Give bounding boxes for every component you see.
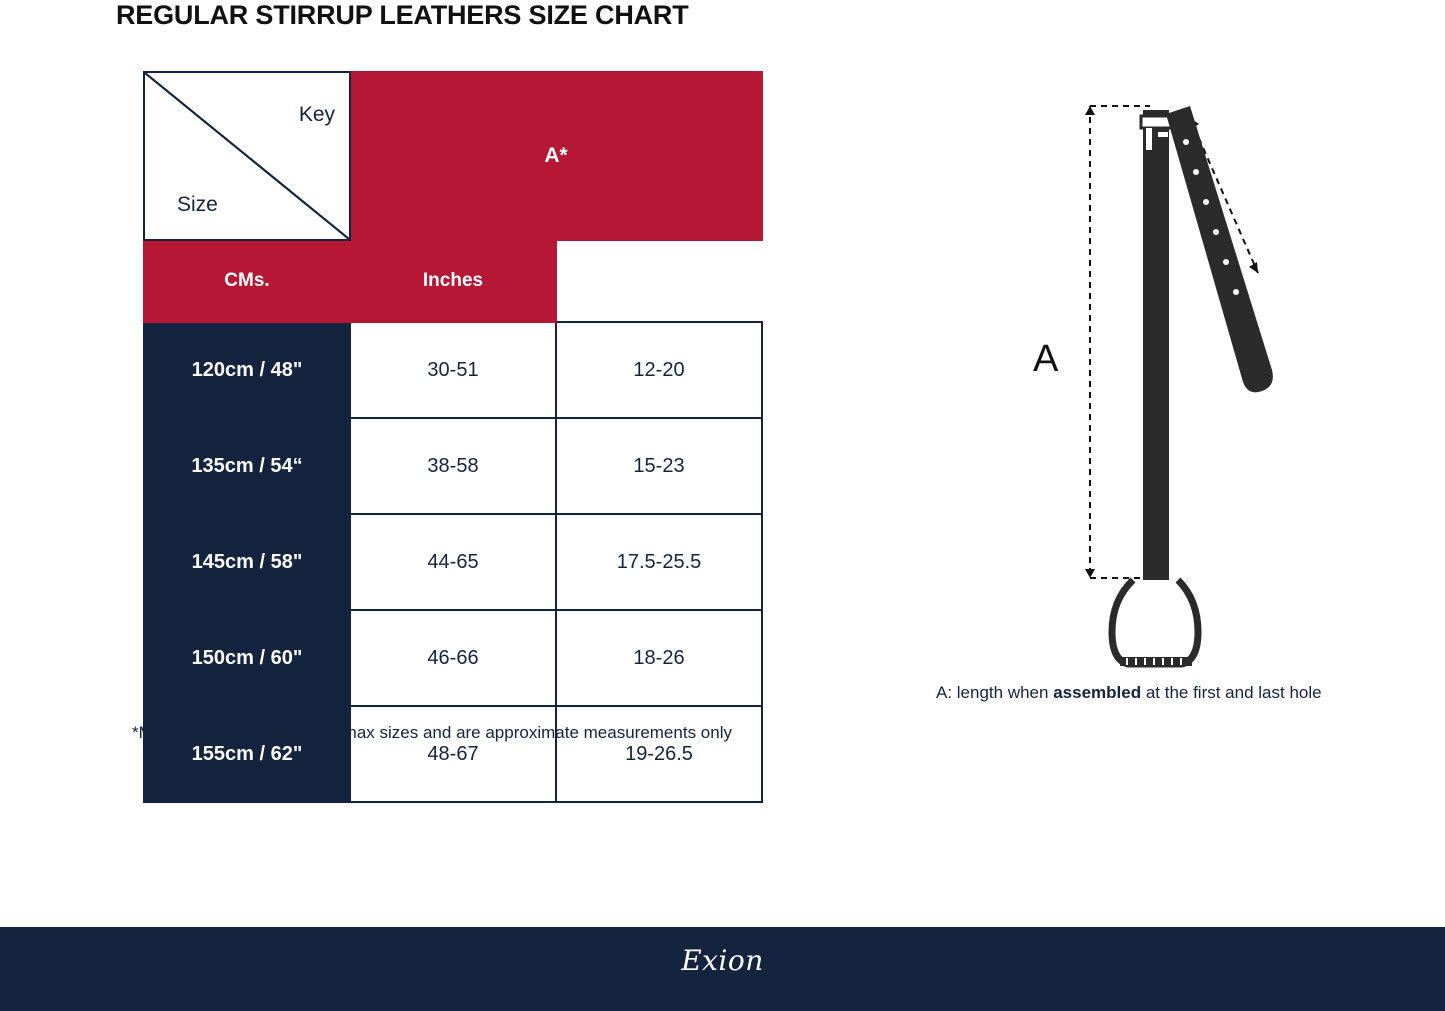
measurement-footnote: *Measurements are for min-max sizes and are approximate measurements only bbox=[132, 723, 732, 742]
row-cm-1: 38-58 bbox=[350, 418, 556, 514]
size-chart-table bbox=[143, 71, 763, 803]
row-inches-3: 18-26 bbox=[556, 610, 762, 706]
row-cm-3: 46-66 bbox=[350, 610, 556, 706]
table-row bbox=[144, 418, 762, 514]
row-cm-4: 48-67 bbox=[350, 706, 556, 802]
table-row bbox=[144, 322, 762, 418]
stirrup-iron-shape bbox=[1112, 580, 1198, 664]
row-size-1: 135cm / 54“ bbox=[144, 418, 350, 514]
caption-prefix: A: length when bbox=[936, 683, 1054, 702]
row-inches-1: 15-23 bbox=[556, 418, 762, 514]
group-header-a: A* bbox=[350, 72, 762, 240]
row-cm-0: 30-51 bbox=[350, 322, 556, 418]
page-title: REGULAR STIRRUP LEATHERS SIZE CHART bbox=[116, 0, 689, 30]
measure-arrow-vertical-icon bbox=[1085, 106, 1150, 578]
row-inches-2: 17.5-25.5 bbox=[556, 514, 762, 610]
diagram-caption bbox=[936, 683, 1322, 703]
dimension-letter-a: A bbox=[1033, 338, 1059, 380]
row-inches-0: 12-20 bbox=[556, 322, 762, 418]
row-inches-4: 19-26.5 bbox=[556, 706, 762, 802]
table-row bbox=[144, 706, 762, 802]
row-size-3: 150cm / 60" bbox=[144, 610, 350, 706]
brand-logo: Exion bbox=[681, 944, 764, 977]
unit-header-cm: CMs. bbox=[144, 240, 350, 322]
table-header-row bbox=[144, 72, 762, 240]
row-cm-2: 44-65 bbox=[350, 514, 556, 610]
stirrup-tread-grip-lines bbox=[1127, 658, 1181, 665]
key-label: Key bbox=[298, 103, 335, 126]
size-label: Size bbox=[177, 193, 218, 216]
row-size-0: 120cm / 48" bbox=[144, 322, 350, 418]
key-size-diagonal-cell bbox=[144, 72, 350, 240]
row-size-2: 145cm / 58" bbox=[144, 514, 350, 610]
table-row bbox=[144, 514, 762, 610]
unit-header-inches: Inches bbox=[350, 240, 556, 322]
row-size-4: 155cm / 62" bbox=[144, 706, 350, 802]
diagonal-divider-icon bbox=[145, 73, 349, 239]
table-row bbox=[144, 610, 762, 706]
table-unit-row bbox=[144, 240, 762, 322]
caption-bold: assembled bbox=[1053, 683, 1142, 702]
caption-suffix: at the first and last hole bbox=[1141, 683, 1322, 702]
strap-tail-shape bbox=[1166, 106, 1273, 392]
leather-strap-shape bbox=[1141, 110, 1171, 580]
